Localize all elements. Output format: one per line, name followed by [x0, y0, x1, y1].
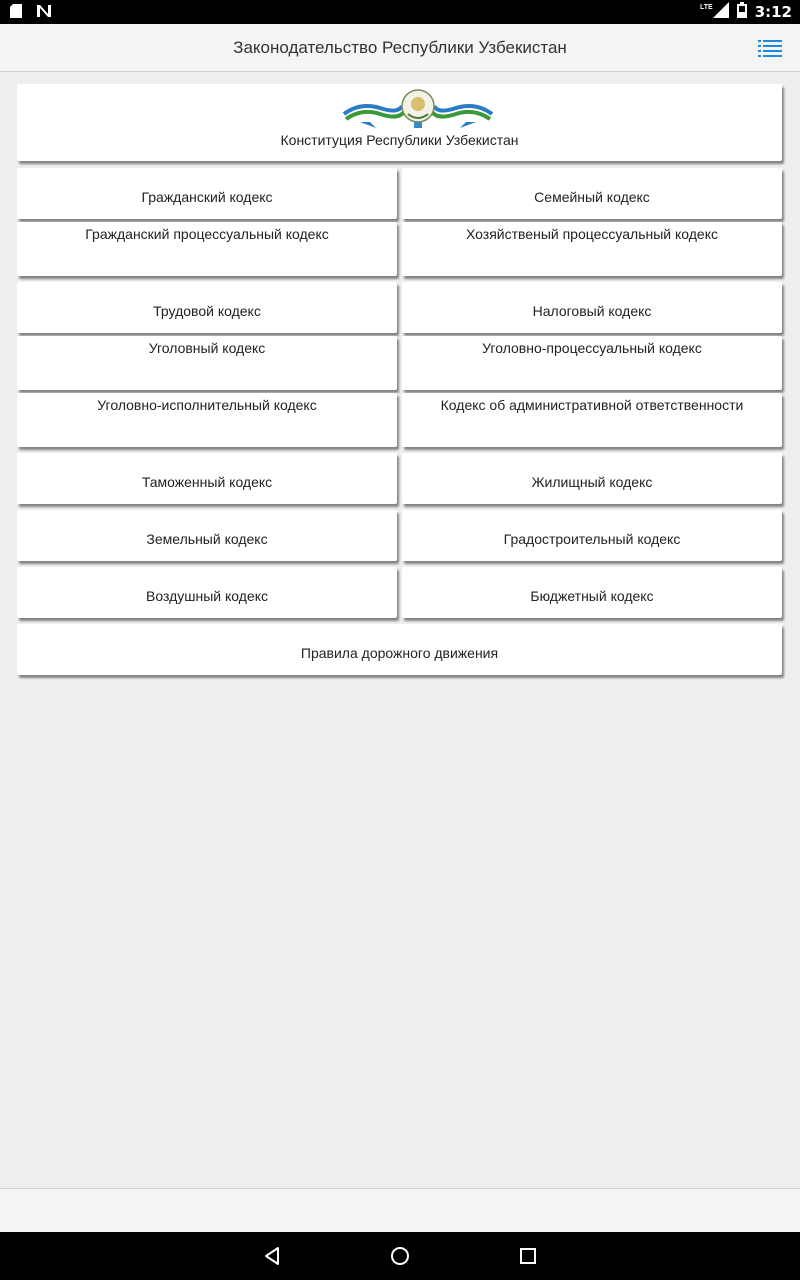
urban-planning-code-button[interactable]	[402, 510, 782, 561]
menu-button[interactable]	[758, 38, 782, 58]
signal-icon	[713, 2, 729, 23]
app-bar	[0, 24, 800, 72]
family-code-label: Семейный кодекс	[534, 188, 650, 205]
back-icon	[261, 1245, 283, 1267]
home-button[interactable]	[389, 1245, 411, 1267]
status-bar	[0, 0, 800, 24]
traffic-rules-label: Правила дорожного движения	[300, 644, 499, 661]
penal-code-label: Уголовно-исполнительный кодекс	[97, 397, 317, 413]
customs-code-button[interactable]	[17, 453, 397, 504]
uzbekistan-emblem-icon	[340, 88, 496, 135]
labor-code-button[interactable]	[17, 282, 397, 333]
air-code-label: Воздушный кодекс	[146, 587, 268, 604]
urban-planning-code-label: Градостроительный кодекс	[503, 530, 681, 547]
home-icon	[389, 1245, 411, 1267]
civil-procedure-code-label: Гражданский процессуальный кодекс	[85, 226, 329, 242]
criminal-code-label: Уголовный кодекс	[148, 340, 266, 356]
economic-procedure-code-label: Хозяйственый процессуальный кодекс	[465, 226, 718, 242]
labor-code-label: Трудовой кодекс	[153, 302, 261, 319]
sd-card-icon	[10, 4, 22, 23]
budget-code-button[interactable]	[402, 567, 782, 618]
civil-procedure-code-button[interactable]	[17, 222, 397, 276]
administrative-code-label: Кодекс об административной ответственности	[440, 397, 744, 413]
civil-code-button[interactable]	[17, 168, 397, 219]
economic-procedure-code-button[interactable]	[402, 222, 782, 276]
bottom-bar	[0, 1188, 800, 1232]
criminal-procedure-code-label: Уголовно-процессуальный кодекс	[482, 340, 702, 356]
traffic-rules-button[interactable]	[17, 624, 782, 675]
battery-icon	[737, 2, 747, 23]
budget-code-label: Бюджетный кодекс	[530, 587, 654, 604]
customs-code-label: Таможенный кодекс	[141, 473, 273, 490]
back-button[interactable]	[261, 1245, 283, 1267]
status-time: 3:12	[754, 3, 792, 21]
tax-code-label: Налоговый кодекс	[532, 302, 652, 319]
criminal-procedure-code-button[interactable]	[402, 336, 782, 390]
navigation-bar	[0, 1232, 800, 1280]
land-code-button[interactable]	[17, 510, 397, 561]
penal-code-button[interactable]	[17, 393, 397, 447]
recents-button[interactable]	[517, 1245, 539, 1267]
civil-code-label: Гражданский кодекс	[141, 188, 273, 205]
housing-code-label: Жилищный кодекс	[531, 473, 653, 490]
housing-code-button[interactable]	[402, 453, 782, 504]
family-code-button[interactable]	[402, 168, 782, 219]
network-type-label: LTE	[699, 3, 713, 11]
n-notification-icon	[36, 4, 52, 23]
administrative-code-button[interactable]	[402, 393, 782, 447]
criminal-code-button[interactable]	[17, 336, 397, 390]
tax-code-button[interactable]	[402, 282, 782, 333]
app-title: Законодательство Республики Узбекистан	[233, 38, 567, 57]
land-code-label: Земельный кодекс	[146, 530, 268, 547]
air-code-button[interactable]	[17, 567, 397, 618]
recents-icon	[517, 1245, 539, 1267]
constitution-button[interactable]	[17, 84, 782, 161]
constitution-label: Конституция Республики Узбекистан	[280, 132, 519, 148]
list-menu-icon	[758, 38, 782, 58]
